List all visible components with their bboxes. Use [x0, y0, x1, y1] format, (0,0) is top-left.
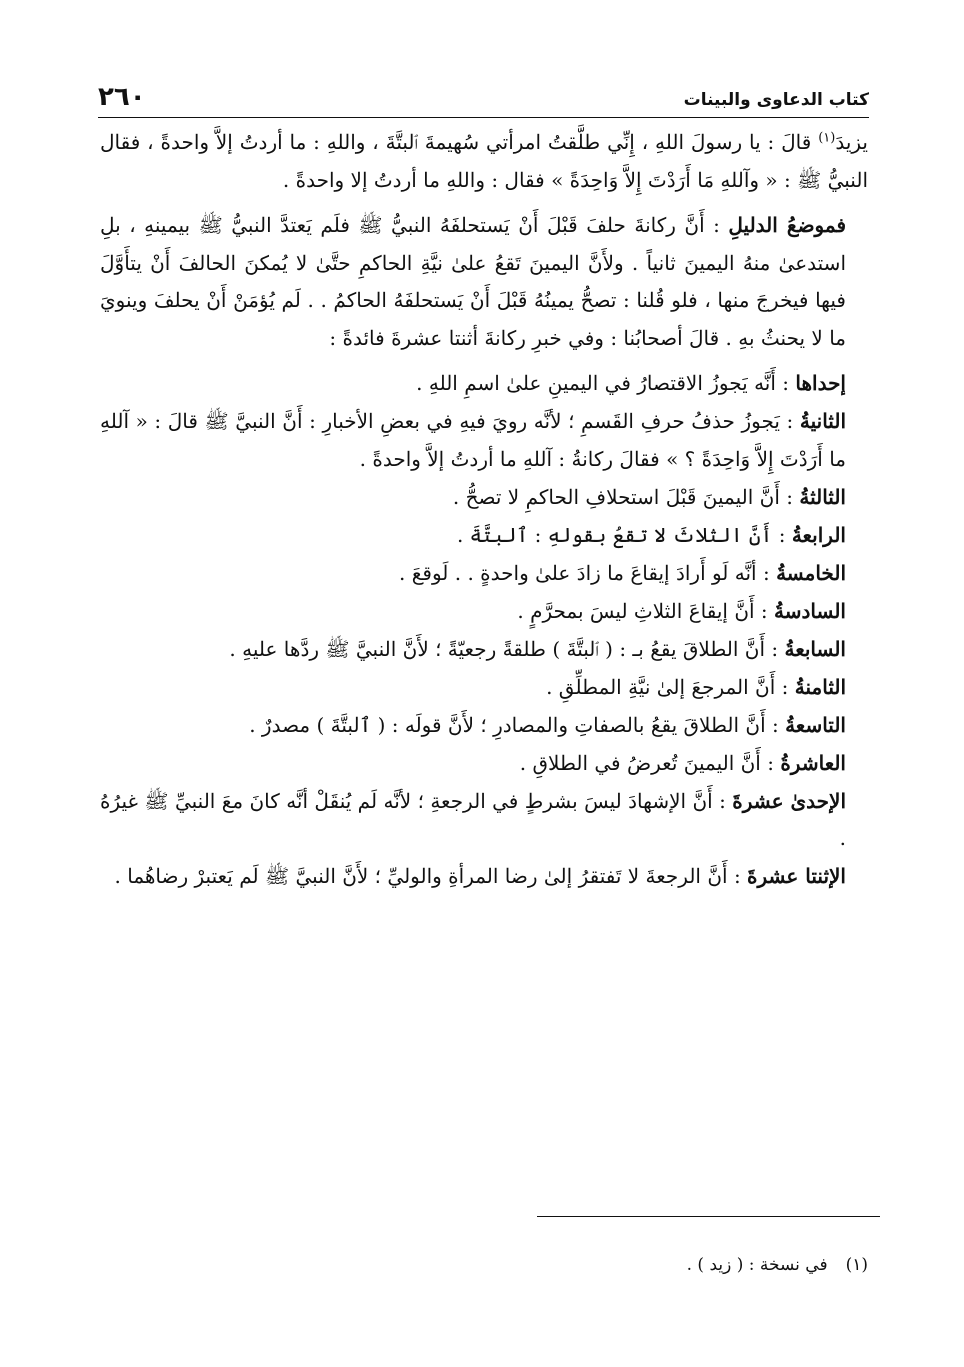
item-label: الخامسةُ [776, 560, 846, 585]
page-number: ٢٦٠ [98, 82, 146, 112]
item-text: : أَنَّ الرجعةَ لا تَفتقرُ إلىٰ رضا المرأةِ والوليِّ ؛ لأَنَّ النبيَّ ﷺ لَم يَعتبرْ رضاهُما . [114, 864, 748, 888]
item-label: الإثنتا عشرةَ [747, 864, 846, 888]
list-item [100, 517, 868, 555]
list-item [100, 707, 868, 745]
evidence-text: : أَنَّ ركانةَ حلفَ قَبْلَ أَنْ يَستحلفَهُ النبيُّ ﷺ فلَم يَعتدَّ النبيُّ ﷺ بيمينهِ ، بلِ استدعىٰ منهُ اليمينَ ثانياً . ولأَنَّ اليمينَ تَقعُ علىٰ نيَّةِ الحاكمِ حتَّىٰ لا يُمكنَ الحالفَ أَنْ يتأَوَّلَ فيها فيخرجَ منها ، فلو قُلنا : تصحُّ يمينُهُ قَبْلَ أَنْ يَستحلفَهُ الحاكمُ . . لَم يُؤمَنْ أَنْ يحلفَ وينويَ ما لا يحنثُ بهِ . قالَ أصحابُنا : وفي خبرِ ركانةَ أثنتا عشرةَ فائدةً : [100, 213, 846, 350]
item-label: إحداها [795, 371, 846, 395]
evidence-label: فموضعُ الدليلِ [728, 213, 847, 237]
opening-paragraph [100, 124, 868, 199]
header-rule [98, 117, 869, 118]
item-text: : أَنَّ الطلاقَ يقعُ بـ : ( ٱلبتَّةَ ) طلقةً رجعيّةً ؛ لأَنَّ النبيَّ ﷺ ردَّها عليهِ . [229, 636, 785, 661]
list-item [100, 783, 868, 858]
item-label: العاشرةُ [780, 750, 846, 775]
list-item [100, 365, 868, 403]
item-text: : أَنَّ الثلاثَ لا تقعُ بقولهِ : ٱلبتَّةَ . [456, 522, 792, 547]
item-label: الرابعةُ [791, 522, 846, 547]
footnote-text: في نسخة : ( زيد ) . [686, 1255, 828, 1275]
list-item [100, 858, 868, 896]
item-text: : يَجوزُ حذفُ حرفِ القَسمِ ؛ لأنَّه رويَ فيهِ في بعضِ الأخبارِ : أَنَّ النبيَّ ﷺ قالَ : « آللهِ ما أَرَدْتَ إِلاَّ وَاحِدَةً ؟ » فقالَ ركانةُ : آللهِ ما أردتُ إلاَّ واحدةً . [100, 409, 846, 471]
list-item [100, 669, 868, 707]
footnote [100, 1252, 868, 1278]
footnote-number: (١) [845, 1255, 868, 1275]
footnote-reference: (١) [818, 130, 836, 146]
item-text: : أَنَّ الإشهادَ ليسَ بشرطٍ في الرجعةِ ؛ لأنَّه لَم يُنقَلْ أنَّه كانَ معَ النبيِّ ﷺ غيرُهُ . [100, 788, 846, 850]
page-header [98, 78, 869, 112]
item-label: الثامنةُ [794, 674, 846, 699]
list-item [100, 403, 868, 478]
item-text: : أنَّه لَو أَرادَ إيقاعَ ما زادَ علىٰ واحدةٍ . . لَوقعَ . [399, 560, 777, 585]
item-label: الثالثةُ [799, 484, 846, 509]
list-item [100, 479, 868, 517]
item-text: : أَنَّ اليمينَ تُعرضُ في الطلاقِ . [519, 750, 781, 775]
evidence-paragraph [100, 207, 868, 357]
item-text: : أَنَّه يَجوزُ الاقتصارُ في اليمينِ علىٰ اسمِ اللهِ . [416, 371, 796, 395]
running-title: كتاب الدعاوى والبينات [683, 90, 869, 110]
item-text: : أَنَّ إيقاعَ الثلاثِ ليسَ بمحرَّمٍ . [517, 598, 775, 623]
list-item [100, 745, 868, 783]
opening-start: يزيدَ [835, 130, 868, 154]
item-label: الثانيةُ [799, 409, 846, 433]
opening-rest: قالَ : يا رسولَ اللهِ ، إِنِّي طلَّقتُ امرأتي سُهيمةَ ٱلبتَّةَ ، واللهِ : ما أردتُ إلاَّ واحدةً ، فقال النبيُّ ﷺ : « وآللهِ مَا أَرَدْتَ إِلاَّ وَاحِدَةً » فقال : واللهِ ما أردتُ إلا واحدةً . [100, 130, 868, 192]
item-text: : أَنَّ المرجعَ إلىٰ نيَّةِ المطلِّقِ . [546, 674, 795, 699]
item-label: السادسةُ [774, 598, 846, 623]
item-text: : أَنَّ اليمينَ قَبْلَ استحلافِ الحاكمِ لا تصحُّ . [452, 484, 800, 509]
item-label: التاسعةُ [785, 712, 846, 737]
main-text [100, 124, 868, 896]
item-label: السابعةُ [784, 636, 846, 661]
item-label: الإحدىٰ عشرةَ [732, 788, 847, 813]
footnote-separator [537, 1216, 880, 1217]
list-item [100, 555, 868, 593]
item-text: : أَنَّ الطلاقَ يقعُ بالصفاتِ والمصادرِ ؛ لأَنَّ قولَه : ( ٱلبتَّةَ ) مصدرٌ . [249, 712, 786, 737]
list-item [100, 593, 868, 631]
list-item [100, 631, 868, 669]
